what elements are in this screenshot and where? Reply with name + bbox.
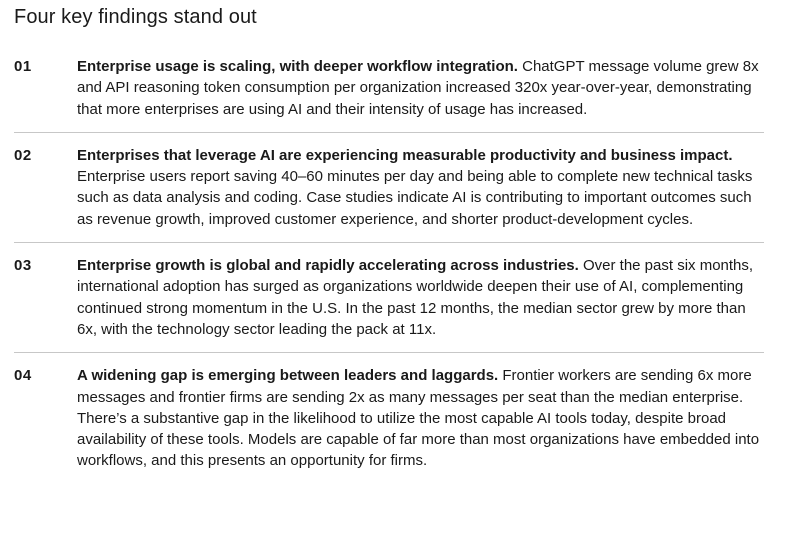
finding-body: Enterprise users report saving 40–60 minutes per day and being able to complete new technical tasks such as data analysis and coding. Case studies indicate AI is contributing to important outcomes such as revenue growth, improved customer experience, and shorter product-development cycles.	[77, 168, 753, 228]
finding-lead: Enterprise growth is global and rapidly accelerating across industries.	[77, 257, 579, 275]
finding-body: Over the past six months, international adoption has surged as organizations worldwide deepen their use of AI, complementing continued strong momentum in the U.S. In the past 12 months, the median sector grew by more than 6x, with the technology sector leading the pack at 11x.	[77, 257, 754, 338]
finding-number: 01	[14, 58, 32, 75]
finding-number: 02	[14, 146, 32, 164]
page-title: Four key findings stand out	[14, 6, 257, 28]
finding-lead: Enterprise usage is scaling, with deeper workflow integration.	[77, 58, 518, 75]
finding-lead: A widening gap is emerging between leaders and laggards.	[77, 367, 499, 385]
finding-body: ChatGPT message volume grew 8x and API reasoning token consumption per organization increased 320x year-over-year, demonstrating that more enterprises are using AI and their intensity of usage has increased.	[77, 58, 759, 118]
finding-lead: Enterprises that leverage AI are experiencing measurable productivity and business impact.	[77, 146, 733, 164]
divider	[14, 352, 764, 353]
finding-body: Frontier workers are sending 6x more messages and frontier firms are sending 2x as many messages per seat than the median enterprise. There’s a substantive gap in the likelihood to utilize the most capable AI tools today, despite broad availability of these tools. Models are capable of far more than most organizations have embedded into workflows, and this presents an opportunity for firms.	[77, 367, 760, 470]
finding-01	[14, 56, 764, 120]
divider	[14, 132, 764, 133]
finding-02	[14, 145, 764, 230]
finding-04	[14, 365, 764, 471]
finding-number: 04	[14, 367, 32, 385]
finding-text	[77, 145, 764, 230]
finding-03	[14, 255, 764, 340]
finding-text	[77, 56, 764, 120]
finding-text	[77, 365, 764, 471]
finding-number: 03	[14, 257, 32, 275]
finding-text	[77, 255, 764, 340]
divider	[14, 242, 764, 243]
